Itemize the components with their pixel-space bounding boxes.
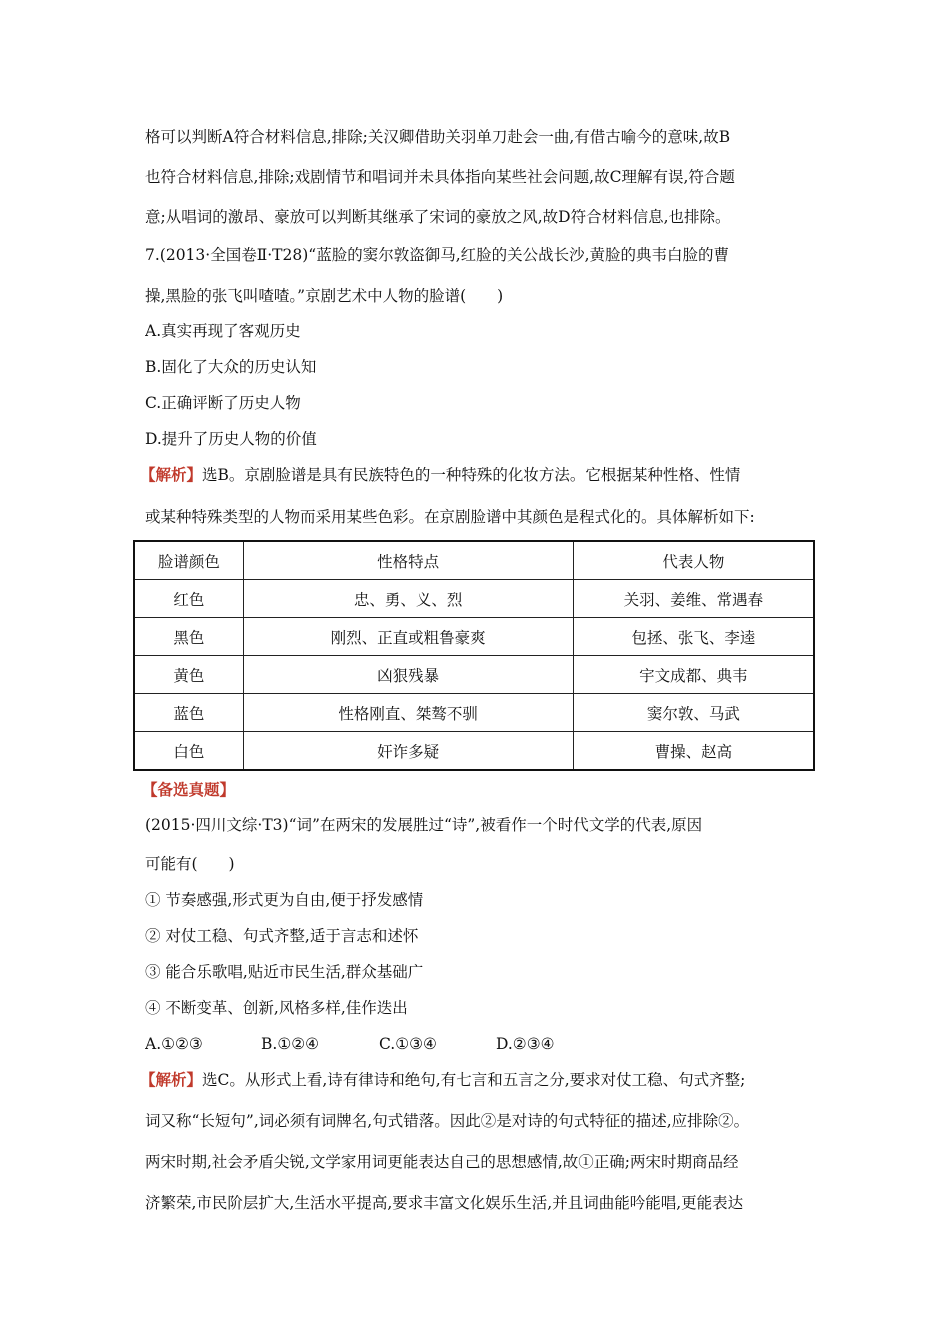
analysis-line: 词又称“长短句”,词必须有词牌名,句式错落。因此②是对诗的句式特征的描述,应排除②。 (145, 1112, 750, 1130)
analysis-text: 选B。京剧脸谱是具有民族特色的一种特殊的化妆方法。它根据某种性格、性情 (202, 466, 741, 484)
analysis-line (140, 464, 820, 486)
table-header-row (134, 541, 814, 580)
table-cell: 黑色 (134, 618, 243, 656)
analysis-text: 选C。从形式上看,诗有律诗和绝句,有七言和五言之分,要求对仗工稳、句式齐整; (202, 1071, 746, 1089)
analysis-line: 或某种特殊类型的人物而采用某些色彩。在京剧脸谱中其颜色是程式化的。具体解析如下: (145, 508, 755, 526)
choice-a: A.①②③ (145, 1035, 203, 1053)
table-cell: 红色 (134, 580, 243, 618)
choice-row (145, 1033, 825, 1055)
table-cell: 蓝色 (134, 694, 243, 732)
table-cell: 窦尔敦、马武 (573, 694, 814, 732)
bonus-heading: 【备选真题】 (142, 780, 236, 799)
table-cell: 凶狠残暴 (243, 656, 573, 694)
table-cell: 白色 (134, 732, 243, 771)
option-b: B.固化了大众的历史认知 (145, 358, 317, 376)
table-cell: 关羽、姜维、常遇春 (573, 580, 814, 618)
table-row (134, 618, 814, 656)
table-cell: 宇文成都、典韦 (573, 656, 814, 694)
table-row (134, 694, 814, 732)
analysis-line: 济繁荣,市民阶层扩大,生活水平提高,要求丰富文化娱乐生活,并且词曲能吟能唱,更能表达 (145, 1194, 744, 1212)
text-line: 格可以判断A符合材料信息,排除;关汉卿借助关羽单刀赴会一曲,有借古喻今的意味,故B (145, 128, 731, 146)
analysis-line (140, 1069, 820, 1091)
analysis-tag: 【解析】 (140, 1070, 203, 1089)
question-stem: (2015·四川文综·T3)“词”在两宋的发展胜过“诗”,被看作一个时代文学的代表,原因 (145, 816, 703, 834)
table-cell: 刚烈、正直或粗鲁豪爽 (243, 618, 573, 656)
table-cell: 奸诈多疑 (243, 732, 573, 771)
text-line: 也符合材料信息,排除;戏剧情节和唱词并未具体指向某些社会问题,故C理解有误,符合题 (145, 168, 735, 186)
table-cell: 忠、勇、义、烈 (243, 580, 573, 618)
option-a: A.真实再现了客观历史 (145, 322, 301, 340)
table-row (134, 656, 814, 694)
analysis-tag: 【解析】 (140, 465, 203, 484)
question-stem: 7.(2013·全国卷Ⅱ·T28)“蓝脸的窦尔敦盗御马,红脸的关公战长沙,黄脸的典韦白脸的曹 (145, 246, 730, 264)
list-item: ③ 能合乐歌唱,贴近市民生活,群众基础广 (145, 963, 424, 981)
analysis-line: 两宋时期,社会矛盾尖锐,文学家用词更能表达自己的思想感情,故①正确;两宋时期商品经 (145, 1153, 739, 1171)
table-header: 脸谱颜色 (134, 541, 243, 580)
question-stem: 操,黑脸的张飞叫喳喳。”京剧艺术中人物的脸谱( ) (145, 287, 504, 305)
table-row (134, 580, 814, 618)
list-item: ① 节奏感强,形式更为自由,便于抒发感情 (145, 891, 424, 909)
choice-d: D.②③④ (496, 1035, 555, 1053)
table-cell: 包拯、张飞、李逵 (573, 618, 814, 656)
choice-c: C.①③④ (379, 1035, 437, 1053)
text-line: 意;从唱词的激昂、豪放可以判断其继承了宋词的豪放之风,故D符合材料信息,也排除。 (145, 208, 731, 226)
list-item: ④ 不断变革、创新,风格多样,佳作迭出 (145, 999, 408, 1017)
face-color-table (133, 540, 815, 771)
table-header: 性格特点 (243, 541, 573, 580)
table-header: 代表人物 (573, 541, 814, 580)
choice-b: B.①②④ (261, 1035, 320, 1053)
option-d: D.提升了历史人物的价值 (145, 430, 317, 448)
table-cell: 黄色 (134, 656, 243, 694)
question-stem: 可能有( ) (145, 855, 235, 873)
list-item: ② 对仗工稳、句式齐整,适于言志和述怀 (145, 927, 419, 945)
table-cell: 曹操、赵高 (573, 732, 814, 771)
table-row (134, 732, 814, 771)
option-c: C.正确评断了历史人物 (145, 394, 301, 412)
table-cell: 性格刚直、桀骜不驯 (243, 694, 573, 732)
